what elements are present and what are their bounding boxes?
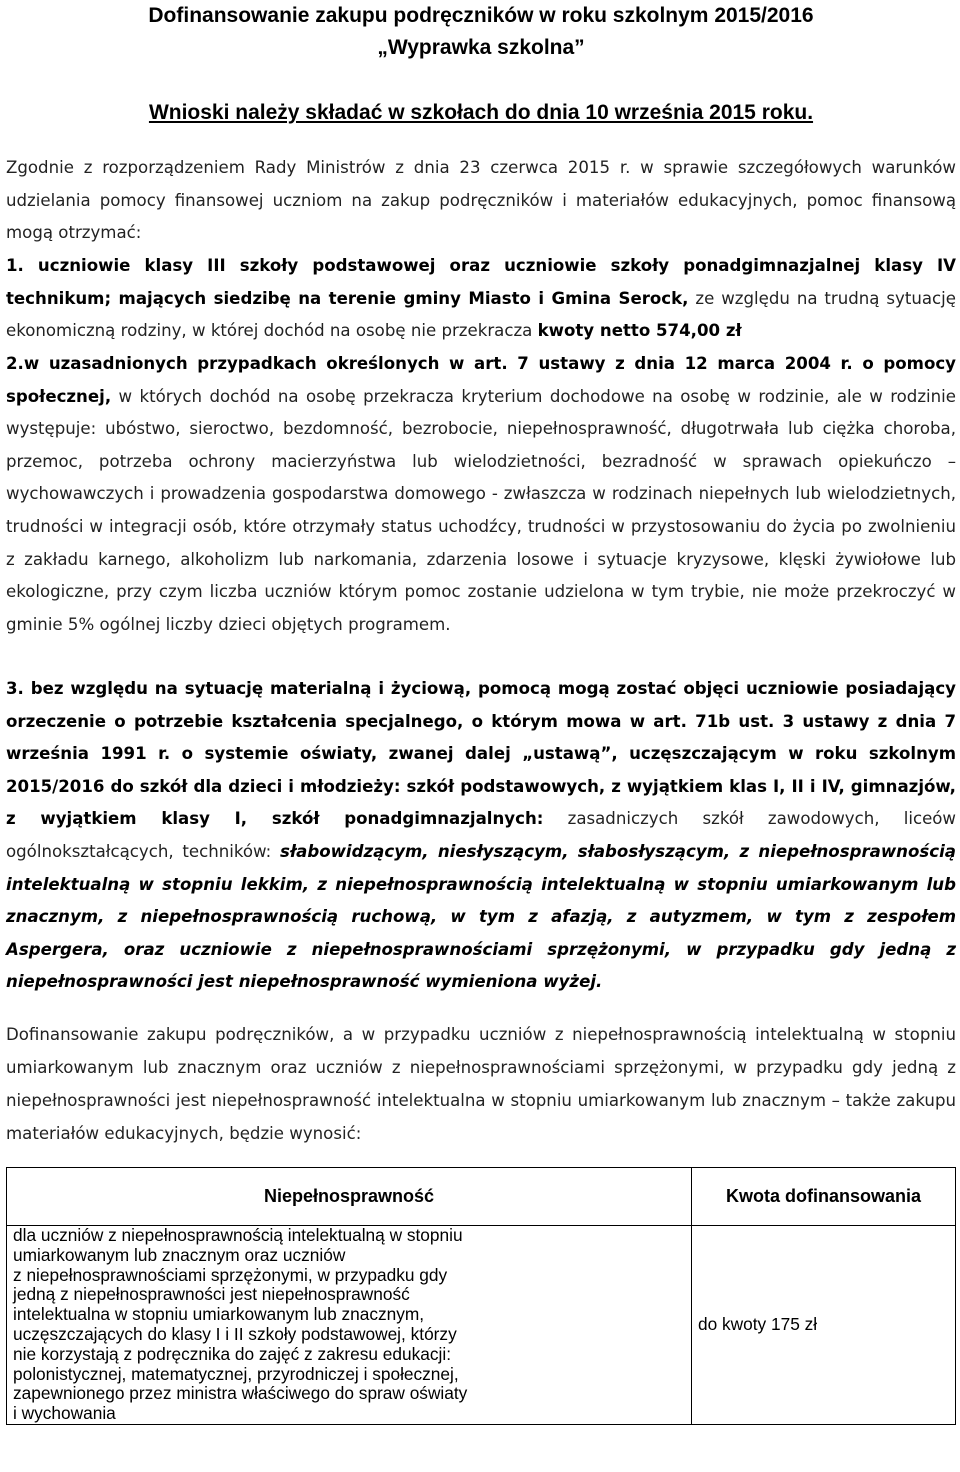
section-3-disabilities: słabowidzącym, niesłyszącym, słabosłyszącym, z niepełnosprawnością intelektualną w stopniu lekkim, z niepełnosprawnością intelektualną w stopniu umiarkowanym lub znacznym, z niepełnosprawnością ruchową, w tym z afazją, z autyzmem, w tym z zespołem Aspergera, oraz uczniowie z niepełnosprawnościami sprzężonymi, w przypadku gdy jedną z niepełnosprawności jest niepełnosprawność wymieniona wyżej. bbox=[6, 841, 956, 992]
description-line: umiarkowanym lub znacznym oraz uczniów bbox=[13, 1244, 346, 1265]
section-3-bold: 3. bez względu na sytuację materialną i życiową, pomocą mogą zostać objęci uczniowie posiadający orzeczenie o potrzebie kształcenia specjalnego, o którym mowa w art. 71b ust. 3 ustawy z dnia 7 września 1991 r. o systemie oświaty, zwanej dalej „ustawą”, uczęszczającym w roku szkolnym 2015/2016 do szkół dla dzieci i młodzieży: szkół podstawowych, z wyjątkiem klas I, II i IV, gimnazjów, z wyjątkiem klasy I, szkół ponadgimnazjalnych: bbox=[6, 679, 956, 829]
header-disability: Niepełnosprawność bbox=[7, 1168, 692, 1226]
document-subtitle: „Wyprawka szkolna” bbox=[377, 36, 585, 59]
description-line: jedną z niepełnosprawności jest niepełnosprawność bbox=[13, 1284, 410, 1305]
eligibility-section-1 bbox=[6, 250, 956, 348]
funding-amount: do kwoty 175 zł bbox=[692, 1226, 956, 1425]
description-line: uczęszczających do klasy I i II szkoły podstawowej, którzy bbox=[13, 1323, 457, 1344]
description-line: dla uczniów z niepełnosprawnością intelektualną w stopniu bbox=[13, 1225, 463, 1245]
document-title: Dofinansowanie zakupu podręczników w roku szkolnym 2015/2016 bbox=[148, 4, 814, 27]
description-line: z niepełnosprawnościami sprzężonymi, w przypadku gdy bbox=[13, 1264, 448, 1285]
eligibility-section-2 bbox=[6, 348, 956, 641]
description-line: polonistycznej, matematycznej, przyrodniczej i społecznej, bbox=[13, 1363, 459, 1384]
disability-description bbox=[7, 1226, 692, 1425]
funding-table bbox=[6, 1167, 956, 1425]
eligibility-section-3 bbox=[6, 673, 956, 999]
table-row bbox=[7, 1226, 956, 1425]
header-amount: Kwota dofinansowania bbox=[692, 1168, 956, 1226]
section-1-text: ze względu na trudną sytuację ekonomiczną rodziny, w której dochód na osobę nie przekracza bbox=[6, 288, 956, 341]
table-header-row bbox=[7, 1168, 956, 1226]
description-line: i wychowania bbox=[13, 1403, 116, 1424]
intro-paragraph: Zgodnie z rozporządzeniem Rady Ministrów z dnia 23 czerwca 2015 r. w sprawie szczegółowych warunków udzielania pomocy finansowej uczniom na zakup podręczników i materiałów edukacyjnych, pomoc finansową mogą otrzymać: bbox=[6, 158, 956, 242]
deadline-notice: Wnioski należy składać w szkołach do dnia 10 września 2015 roku. bbox=[148, 101, 814, 124]
description-line: nie korzystają z podręcznika do zajęć z zakresu edukacji: bbox=[13, 1343, 452, 1364]
section-1-bold: 1. uczniowie klasy III szkoły podstawowej oraz uczniowie szkoły ponadgimnazjalnej klasy IV technikum; mających siedzibę na terenie gminy Miasto i Gmina Serock, bbox=[6, 256, 956, 308]
description-line: intelektualna w stopniu umiarkowanym lub znacznym, bbox=[13, 1304, 425, 1325]
description-line: zapewnionego przez ministra właściwego do spraw oświaty bbox=[13, 1383, 468, 1404]
section-3-text: zasadniczych szkół zawodowych, liceów ogólnokształcących, techników: bbox=[6, 809, 957, 861]
section-2-text: w których dochód na osobę przekracza kryterium dochodowe na osobę w rodzinie, ale w rodzinie występuje: ubóstwo, sieroctwo, bezdomność, bezrobocie, niepełnosprawność, długotrwała lub ciężka choroba, przemoc, potrzeba ochrony macierzyństwa lub wielodzietności, bezradność w sprawach opiekuńczo – wychowawczych i prowadzenia gospodarstwa domowego - zwłaszcza w rodzinach niepełnych lub wielodzietnych, trudności w integracji osób, które otrzymały status uchodźcy, trudności w przystosowaniu do życia po zwolnieniu z zakładu karnego, alkoholizm lub narkomania, zdarzenia losowe i sytuacje kryzysowe, klęski żywiołowe lub ekologiczne, przy czym liczba uczniów którym pomoc zostanie udzielona w tym trybie, nie może przekroczyć w gminie 5% ogólnej liczby dzieci objętych programem. bbox=[6, 386, 956, 634]
funding-paragraph: Dofinansowanie zakupu podręczników, a w przypadku uczniów z niepełnosprawnością intelektualną w stopniu umiarkowanym lub znacznym oraz uczniów z niepełnosprawnościami sprzężonymi, w przypadku gdy jedną z niepełnosprawności jest niepełnosprawność intelektualna w stopniu umiarkowanym lub znacznym – także zakupu materiałów edukacyjnych, będzie wynosić: bbox=[6, 1025, 956, 1143]
section-2-bold: 2.w uzasadnionych przypadkach określonych w art. 7 ustawy z dnia 12 marca 2004 r. o pomocy społecznej, bbox=[6, 354, 956, 406]
income-threshold: kwoty netto 574,00 zł bbox=[537, 321, 742, 341]
